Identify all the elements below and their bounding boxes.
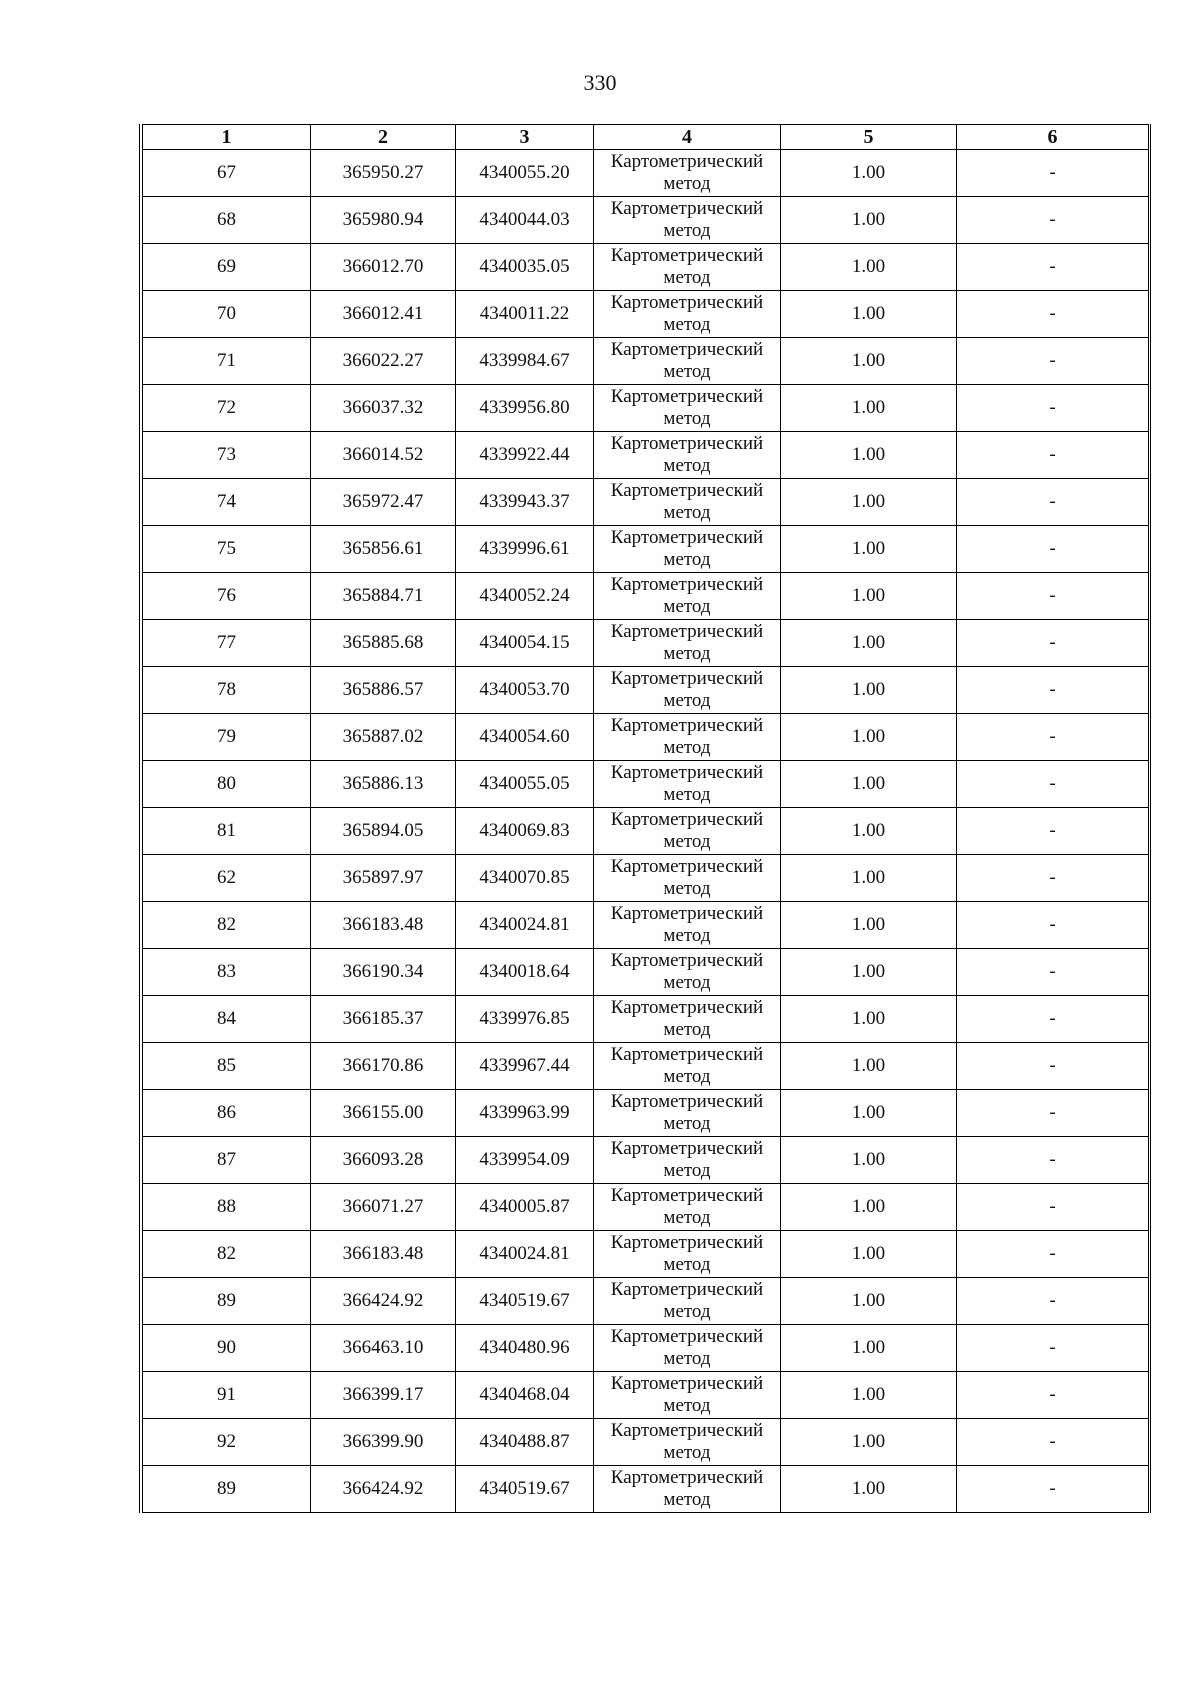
y-coordinate-cell: 4340005.87 — [456, 1184, 594, 1231]
method-line-1: Картометрический — [610, 715, 764, 736]
method-line-1: Картометрический — [610, 480, 764, 501]
point-number-cell: 85 — [143, 1043, 311, 1090]
method-line-2: метод — [663, 690, 711, 711]
y-coordinate-cell: 4340488.87 — [456, 1419, 594, 1466]
note-cell: - — [957, 291, 1149, 338]
point-number-cell: 71 — [143, 338, 311, 385]
point-number-cell: 73 — [143, 432, 311, 479]
point-number-cell: 69 — [143, 244, 311, 291]
x-coordinate-cell: 366185.37 — [311, 996, 456, 1043]
table-row — [143, 197, 1149, 244]
method-line-1: Картометрический — [610, 339, 764, 360]
point-number-cell: 88 — [143, 1184, 311, 1231]
point-number-cell: 74 — [143, 479, 311, 526]
method-line-2: метод — [663, 1019, 711, 1040]
accuracy-cell: 1.00 — [781, 1231, 957, 1278]
method-cell — [594, 855, 781, 902]
note-cell: - — [957, 902, 1149, 949]
x-coordinate-cell: 366399.90 — [311, 1419, 456, 1466]
accuracy-cell: 1.00 — [781, 1137, 957, 1184]
table-row — [143, 996, 1149, 1043]
note-cell: - — [957, 385, 1149, 432]
method-cell — [594, 385, 781, 432]
point-number-cell: 78 — [143, 667, 311, 714]
method-cell — [594, 1090, 781, 1137]
method-line-1: Картометрический — [610, 903, 764, 924]
method-cell — [594, 1043, 781, 1090]
note-cell: - — [957, 1231, 1149, 1278]
table-row — [143, 1466, 1149, 1513]
table-row — [143, 479, 1149, 526]
method-cell — [594, 996, 781, 1043]
point-number-cell: 79 — [143, 714, 311, 761]
y-coordinate-cell: 4340052.24 — [456, 573, 594, 620]
x-coordinate-cell: 366463.10 — [311, 1325, 456, 1372]
table-row — [143, 338, 1149, 385]
y-coordinate-cell: 4340044.03 — [456, 197, 594, 244]
accuracy-cell: 1.00 — [781, 1419, 957, 1466]
note-cell: - — [957, 949, 1149, 996]
method-line-1: Картометрический — [610, 245, 764, 266]
y-coordinate-cell: 4340011.22 — [456, 291, 594, 338]
header-col-3: 3 — [456, 125, 594, 150]
table-row — [143, 526, 1149, 573]
y-coordinate-cell: 4340069.83 — [456, 808, 594, 855]
table-body — [143, 150, 1149, 1513]
method-line-1: Картометрический — [610, 574, 764, 595]
accuracy-cell: 1.00 — [781, 949, 957, 996]
point-number-cell: 82 — [143, 1231, 311, 1278]
method-line-1: Картометрический — [610, 1326, 764, 1347]
point-number-cell: 92 — [143, 1419, 311, 1466]
y-coordinate-cell: 4340053.70 — [456, 667, 594, 714]
accuracy-cell: 1.00 — [781, 714, 957, 761]
accuracy-cell: 1.00 — [781, 902, 957, 949]
point-number-cell: 62 — [143, 855, 311, 902]
note-cell: - — [957, 1278, 1149, 1325]
method-cell — [594, 197, 781, 244]
table-row — [143, 1278, 1149, 1325]
accuracy-cell: 1.00 — [781, 1278, 957, 1325]
x-coordinate-cell: 366012.70 — [311, 244, 456, 291]
method-cell — [594, 1278, 781, 1325]
table-row — [143, 1325, 1149, 1372]
accuracy-cell: 1.00 — [781, 432, 957, 479]
accuracy-cell: 1.00 — [781, 761, 957, 808]
method-cell — [594, 1325, 781, 1372]
accuracy-cell: 1.00 — [781, 855, 957, 902]
y-coordinate-cell: 4340519.67 — [456, 1466, 594, 1513]
note-cell: - — [957, 1466, 1149, 1513]
method-cell — [594, 150, 781, 197]
accuracy-cell: 1.00 — [781, 573, 957, 620]
note-cell: - — [957, 1090, 1149, 1137]
note-cell: - — [957, 1043, 1149, 1090]
y-coordinate-cell: 4339956.80 — [456, 385, 594, 432]
y-coordinate-cell: 4340468.04 — [456, 1372, 594, 1419]
x-coordinate-cell: 366190.34 — [311, 949, 456, 996]
table-row — [143, 1419, 1149, 1466]
method-cell — [594, 1137, 781, 1184]
method-line-1: Картометрический — [610, 950, 764, 971]
method-cell — [594, 1466, 781, 1513]
x-coordinate-cell: 366012.41 — [311, 291, 456, 338]
method-line-2: метод — [663, 220, 711, 241]
table-row — [143, 1231, 1149, 1278]
note-cell: - — [957, 197, 1149, 244]
point-number-cell: 75 — [143, 526, 311, 573]
x-coordinate-cell: 366170.86 — [311, 1043, 456, 1090]
table-row — [143, 573, 1149, 620]
method-line-1: Картометрический — [610, 198, 764, 219]
point-number-cell: 82 — [143, 902, 311, 949]
method-line-2: метод — [663, 173, 711, 194]
table-row — [143, 761, 1149, 808]
x-coordinate-cell: 366093.28 — [311, 1137, 456, 1184]
method-line-1: Картометрический — [610, 1279, 764, 1300]
table-row — [143, 385, 1149, 432]
point-number-cell: 68 — [143, 197, 311, 244]
header-col-6: 6 — [957, 125, 1149, 150]
note-cell: - — [957, 761, 1149, 808]
accuracy-cell: 1.00 — [781, 667, 957, 714]
note-cell: - — [957, 714, 1149, 761]
method-line-1: Картометрический — [610, 1044, 764, 1065]
method-cell — [594, 620, 781, 667]
y-coordinate-cell: 4340018.64 — [456, 949, 594, 996]
x-coordinate-cell: 366071.27 — [311, 1184, 456, 1231]
accuracy-cell: 1.00 — [781, 1372, 957, 1419]
method-line-2: метод — [663, 878, 711, 899]
header-col-5: 5 — [781, 125, 957, 150]
x-coordinate-cell: 366424.92 — [311, 1278, 456, 1325]
note-cell: - — [957, 808, 1149, 855]
x-coordinate-cell: 365887.02 — [311, 714, 456, 761]
y-coordinate-cell: 4339922.44 — [456, 432, 594, 479]
note-cell: - — [957, 479, 1149, 526]
point-number-cell: 77 — [143, 620, 311, 667]
method-line-2: метод — [663, 1301, 711, 1322]
table-row — [143, 1043, 1149, 1090]
method-line-2: метод — [663, 314, 711, 335]
table-row — [143, 1137, 1149, 1184]
method-cell — [594, 244, 781, 291]
y-coordinate-cell: 4339954.09 — [456, 1137, 594, 1184]
note-cell: - — [957, 150, 1149, 197]
y-coordinate-cell: 4339967.44 — [456, 1043, 594, 1090]
x-coordinate-cell: 365884.71 — [311, 573, 456, 620]
method-line-1: Картометрический — [610, 433, 764, 454]
note-cell: - — [957, 1184, 1149, 1231]
method-line-2: метод — [663, 502, 711, 523]
accuracy-cell: 1.00 — [781, 620, 957, 667]
x-coordinate-cell: 366183.48 — [311, 1231, 456, 1278]
method-cell — [594, 714, 781, 761]
method-cell — [594, 573, 781, 620]
method-line-2: метод — [663, 1066, 711, 1087]
method-line-2: метод — [663, 831, 711, 852]
note-cell: - — [957, 244, 1149, 291]
y-coordinate-cell: 4340055.20 — [456, 150, 594, 197]
method-cell — [594, 949, 781, 996]
accuracy-cell: 1.00 — [781, 338, 957, 385]
accuracy-cell: 1.00 — [781, 479, 957, 526]
point-number-cell: 83 — [143, 949, 311, 996]
x-coordinate-cell: 366155.00 — [311, 1090, 456, 1137]
table-row — [143, 1090, 1149, 1137]
y-coordinate-cell: 4340054.15 — [456, 620, 594, 667]
note-cell: - — [957, 1372, 1149, 1419]
method-line-2: метод — [663, 925, 711, 946]
point-number-cell: 84 — [143, 996, 311, 1043]
method-line-1: Картометрический — [610, 856, 764, 877]
method-line-1: Картометрический — [610, 292, 764, 313]
method-line-1: Картометрический — [610, 1138, 764, 1159]
accuracy-cell: 1.00 — [781, 808, 957, 855]
x-coordinate-cell: 366183.48 — [311, 902, 456, 949]
y-coordinate-cell: 4340024.81 — [456, 1231, 594, 1278]
method-line-2: метод — [663, 1442, 711, 1463]
table-row — [143, 432, 1149, 479]
method-line-2: метод — [663, 1254, 711, 1275]
header-col-4: 4 — [594, 125, 781, 150]
method-line-2: метод — [663, 1395, 711, 1416]
y-coordinate-cell: 4339984.67 — [456, 338, 594, 385]
method-line-2: метод — [663, 972, 711, 993]
note-cell: - — [957, 1137, 1149, 1184]
y-coordinate-cell: 4340035.05 — [456, 244, 594, 291]
point-number-cell: 86 — [143, 1090, 311, 1137]
x-coordinate-cell: 366399.17 — [311, 1372, 456, 1419]
y-coordinate-cell: 4340519.67 — [456, 1278, 594, 1325]
method-cell — [594, 761, 781, 808]
coordinates-table — [142, 124, 1149, 1513]
point-number-cell: 91 — [143, 1372, 311, 1419]
point-number-cell: 90 — [143, 1325, 311, 1372]
note-cell: - — [957, 1419, 1149, 1466]
method-line-1: Картометрический — [610, 762, 764, 783]
point-number-cell: 89 — [143, 1278, 311, 1325]
note-cell: - — [957, 432, 1149, 479]
method-line-1: Картометрический — [610, 668, 764, 689]
note-cell: - — [957, 338, 1149, 385]
point-number-cell: 70 — [143, 291, 311, 338]
y-coordinate-cell: 4340024.81 — [456, 902, 594, 949]
accuracy-cell: 1.00 — [781, 1325, 957, 1372]
method-line-2: метод — [663, 361, 711, 382]
method-cell — [594, 479, 781, 526]
method-cell — [594, 1372, 781, 1419]
method-cell — [594, 1231, 781, 1278]
table-row — [143, 291, 1149, 338]
accuracy-cell: 1.00 — [781, 291, 957, 338]
x-coordinate-cell: 365950.27 — [311, 150, 456, 197]
point-number-cell: 87 — [143, 1137, 311, 1184]
accuracy-cell: 1.00 — [781, 526, 957, 573]
table-row — [143, 855, 1149, 902]
table-row — [143, 244, 1149, 291]
method-line-1: Картометрический — [610, 527, 764, 548]
y-coordinate-cell: 4339996.61 — [456, 526, 594, 573]
table-header-row — [143, 125, 1149, 150]
accuracy-cell: 1.00 — [781, 1466, 957, 1513]
accuracy-cell: 1.00 — [781, 1043, 957, 1090]
point-number-cell: 89 — [143, 1466, 311, 1513]
x-coordinate-cell: 366014.52 — [311, 432, 456, 479]
method-cell — [594, 291, 781, 338]
method-line-2: метод — [663, 1489, 711, 1510]
table-row — [143, 714, 1149, 761]
table-row — [143, 1372, 1149, 1419]
method-line-2: метод — [663, 643, 711, 664]
coordinates-table-frame — [139, 124, 1151, 1513]
method-line-1: Картометрический — [610, 1467, 764, 1488]
method-line-1: Картометрический — [610, 1185, 764, 1206]
x-coordinate-cell: 366037.32 — [311, 385, 456, 432]
method-line-1: Картометрический — [610, 1420, 764, 1441]
method-cell — [594, 667, 781, 714]
y-coordinate-cell: 4340054.60 — [456, 714, 594, 761]
table-row — [143, 620, 1149, 667]
method-line-2: метод — [663, 737, 711, 758]
note-cell: - — [957, 1325, 1149, 1372]
method-line-2: метод — [663, 408, 711, 429]
method-cell — [594, 808, 781, 855]
page-number: 330 — [583, 70, 617, 95]
x-coordinate-cell: 365856.61 — [311, 526, 456, 573]
table-row — [143, 902, 1149, 949]
table-row — [143, 1184, 1149, 1231]
point-number-cell: 81 — [143, 808, 311, 855]
method-cell — [594, 902, 781, 949]
table-row — [143, 667, 1149, 714]
method-cell — [594, 432, 781, 479]
header-col-1: 1 — [143, 125, 311, 150]
y-coordinate-cell: 4339963.99 — [456, 1090, 594, 1137]
method-line-1: Картометрический — [610, 386, 764, 407]
accuracy-cell: 1.00 — [781, 244, 957, 291]
method-line-2: метод — [663, 1207, 711, 1228]
y-coordinate-cell: 4340070.85 — [456, 855, 594, 902]
x-coordinate-cell: 366022.27 — [311, 338, 456, 385]
accuracy-cell: 1.00 — [781, 150, 957, 197]
method-line-1: Картометрический — [610, 809, 764, 830]
method-line-2: метод — [663, 1113, 711, 1134]
x-coordinate-cell: 365972.47 — [311, 479, 456, 526]
method-line-2: метод — [663, 1348, 711, 1369]
method-line-1: Картометрический — [610, 151, 764, 172]
note-cell: - — [957, 855, 1149, 902]
method-line-2: метод — [663, 596, 711, 617]
method-line-1: Картометрический — [610, 621, 764, 642]
method-line-1: Картометрический — [610, 1232, 764, 1253]
method-cell — [594, 526, 781, 573]
y-coordinate-cell: 4339943.37 — [456, 479, 594, 526]
table-row — [143, 949, 1149, 996]
point-number-cell: 72 — [143, 385, 311, 432]
method-line-1: Картометрический — [610, 997, 764, 1018]
method-line-2: метод — [663, 549, 711, 570]
method-cell — [594, 1184, 781, 1231]
accuracy-cell: 1.00 — [781, 385, 957, 432]
note-cell: - — [957, 573, 1149, 620]
note-cell: - — [957, 526, 1149, 573]
accuracy-cell: 1.00 — [781, 1090, 957, 1137]
method-line-1: Картометрический — [610, 1373, 764, 1394]
header-col-2: 2 — [311, 125, 456, 150]
accuracy-cell: 1.00 — [781, 996, 957, 1043]
point-number-cell: 80 — [143, 761, 311, 808]
note-cell: - — [957, 667, 1149, 714]
accuracy-cell: 1.00 — [781, 1184, 957, 1231]
y-coordinate-cell: 4340055.05 — [456, 761, 594, 808]
method-cell — [594, 1419, 781, 1466]
y-coordinate-cell: 4340480.96 — [456, 1325, 594, 1372]
point-number-cell: 67 — [143, 150, 311, 197]
x-coordinate-cell: 365886.13 — [311, 761, 456, 808]
x-coordinate-cell: 365885.68 — [311, 620, 456, 667]
method-line-2: метод — [663, 455, 711, 476]
x-coordinate-cell: 365886.57 — [311, 667, 456, 714]
accuracy-cell: 1.00 — [781, 197, 957, 244]
x-coordinate-cell: 366424.92 — [311, 1466, 456, 1513]
method-line-2: метод — [663, 1160, 711, 1181]
note-cell: - — [957, 996, 1149, 1043]
table-row — [143, 150, 1149, 197]
method-line-1: Картометрический — [610, 1091, 764, 1112]
point-number-cell: 76 — [143, 573, 311, 620]
x-coordinate-cell: 365897.97 — [311, 855, 456, 902]
method-line-2: метод — [663, 267, 711, 288]
table-row — [143, 808, 1149, 855]
y-coordinate-cell: 4339976.85 — [456, 996, 594, 1043]
x-coordinate-cell: 365980.94 — [311, 197, 456, 244]
x-coordinate-cell: 365894.05 — [311, 808, 456, 855]
note-cell: - — [957, 620, 1149, 667]
method-cell — [594, 338, 781, 385]
method-line-2: метод — [663, 784, 711, 805]
